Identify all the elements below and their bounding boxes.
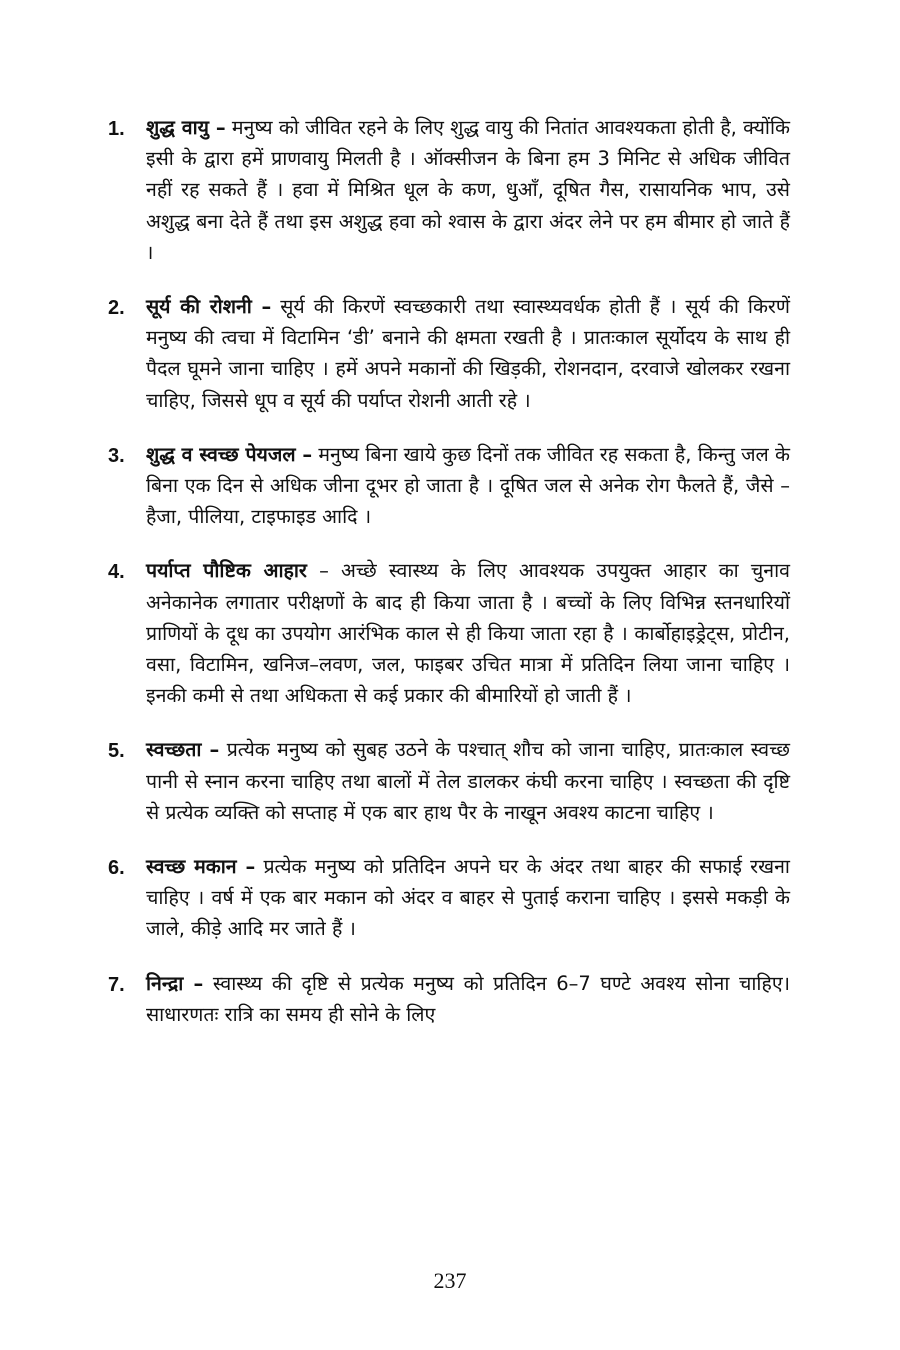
item-number: 2. <box>108 297 125 320</box>
item-text: मनुष्य बिना खाये कुछ दिनों तक जीवित रह सकता है, किन्तु जल के बिना एक दिन से अधिक जीना दूभर हो जाता है । दूषित जल से अनेक रोग फैलते हैं, जैसे – हैजा, पीलिया, टाइफाइड आदि । <box>146 442 791 529</box>
list-item-1 <box>108 112 790 268</box>
item-heading: शुद्ध व स्वच्छ पेयजल – <box>146 442 313 466</box>
item-number: 4. <box>108 561 125 584</box>
item-body <box>146 734 790 828</box>
item-heading: स्वच्छता – <box>146 738 220 762</box>
item-body <box>146 439 790 533</box>
item-number: 3. <box>108 444 125 467</box>
health-points-list <box>108 112 790 1053</box>
item-text: – अच्छे स्वास्थ्य के लिए आवश्यक उपयुक्त आहार का चुनाव अनेकानेक लगातार परीक्षणों के बाद ही किया जाता है । बच्चों के लिए विभिन्न स्तनधारियों प्राणियों के दूध का उपयोग आरंभिक काल से ही किया जाता रहा है । कार्बोहाइड्रेट्स, प्रोटीन, वसा, विटामिन, खनिज–लवण, जल, फाइबर उचित मात्रा में प्रतिदिन लिया जाना चाहिए । इनकी कमी से तथा अधिकता से कई प्रकार की बीमारियों हो जाती हैं । <box>146 559 790 708</box>
list-item-6 <box>108 851 790 945</box>
item-text: प्रत्येक मनुष्य को प्रतिदिन अपने घर के अंदर तथा बाहर की सफाई रखना चाहिए । वर्ष में एक बार मकान को अंदर व बाहर से पुताई कराना चाहिए । इससे मकड़ी के जाले, कीड़े आदि मर जाते हैं । <box>146 855 790 941</box>
item-heading: निन्द्रा – <box>146 971 204 995</box>
list-item-3 <box>108 439 790 533</box>
item-heading: सूर्य की रोशनी – <box>146 295 272 319</box>
item-number: 1. <box>108 118 125 140</box>
item-body <box>146 851 790 945</box>
list-item-4 <box>108 555 790 711</box>
item-heading: शुद्ध वायु – <box>146 116 226 139</box>
item-text: प्रत्येक मनुष्य को सुबह उठने के पश्चात् शौच को जाना चाहिए, प्रातःकाल स्वच्छ पानी से स्नान करना चाहिए तथा बालों में तेल डालकर कंघी करना चाहिए । स्वच्छता की दृष्टि से प्रत्येक व्यक्ति को सप्ताह में एक बार हाथ पैर के नाखून अवश्य काटना चाहिए । <box>146 738 790 824</box>
item-text: मनुष्य को जीवित रहने के लिए शुद्ध वायु की नितांत आवश्यकता होती है, क्योंकि इसी के द्वारा हमें प्राणवायु मिलती है । ऑक्सीजन के बिना हम 3 मिनिट से अधिक जीवित नहीं रह सकते हैं । हवा में मिश्रित धूल के कण, धुआँ, दूषित गैस, रासायनिक भाप, उसे अशुद्ध बना देते हैं तथा इस अशुद्ध हवा को श्वास के द्वारा अंदर लेने पर हम बीमार हो जाते हैं । <box>146 116 790 264</box>
list-item-5 <box>108 734 790 828</box>
item-body <box>146 112 790 268</box>
item-number: 6. <box>108 857 125 880</box>
item-body <box>146 968 790 1030</box>
item-text: स्वास्थ्य की दृष्टि से प्रत्येक मनुष्य को प्रतिदिन 6–7 घण्टे अवश्य सोना चाहिए। साधारणतः रात्रि का समय ही सोने के लिए <box>146 971 791 1026</box>
item-body <box>146 555 790 711</box>
item-number: 7. <box>108 973 125 996</box>
item-text: सूर्य की किरणें स्वच्छकारी तथा स्वास्थ्यवर्धक होती हैं । सूर्य की किरणें मनुष्य की त्वचा में विटामिन ‘डी’ बनाने की क्षमता रखती है । प्रातःकाल सूर्योदय के साथ ही पैदल घूमने जाना चाहिए । हमें अपने मकानों की खिड़की, रोशनदान, दरवाजे खोलकर रखना चाहिए, जिससे धूप व सूर्य की पर्याप्त रोशनी आती रहे । <box>146 295 790 412</box>
list-item-2 <box>108 291 790 416</box>
item-body <box>146 291 790 416</box>
list-item-7 <box>108 968 790 1030</box>
item-heading: पर्याप्त पौष्टिक आहार <box>146 559 307 583</box>
page-number: 237 <box>433 1268 467 1293</box>
item-number: 5. <box>108 740 125 763</box>
item-heading: स्वच्छ मकान – <box>146 855 256 879</box>
